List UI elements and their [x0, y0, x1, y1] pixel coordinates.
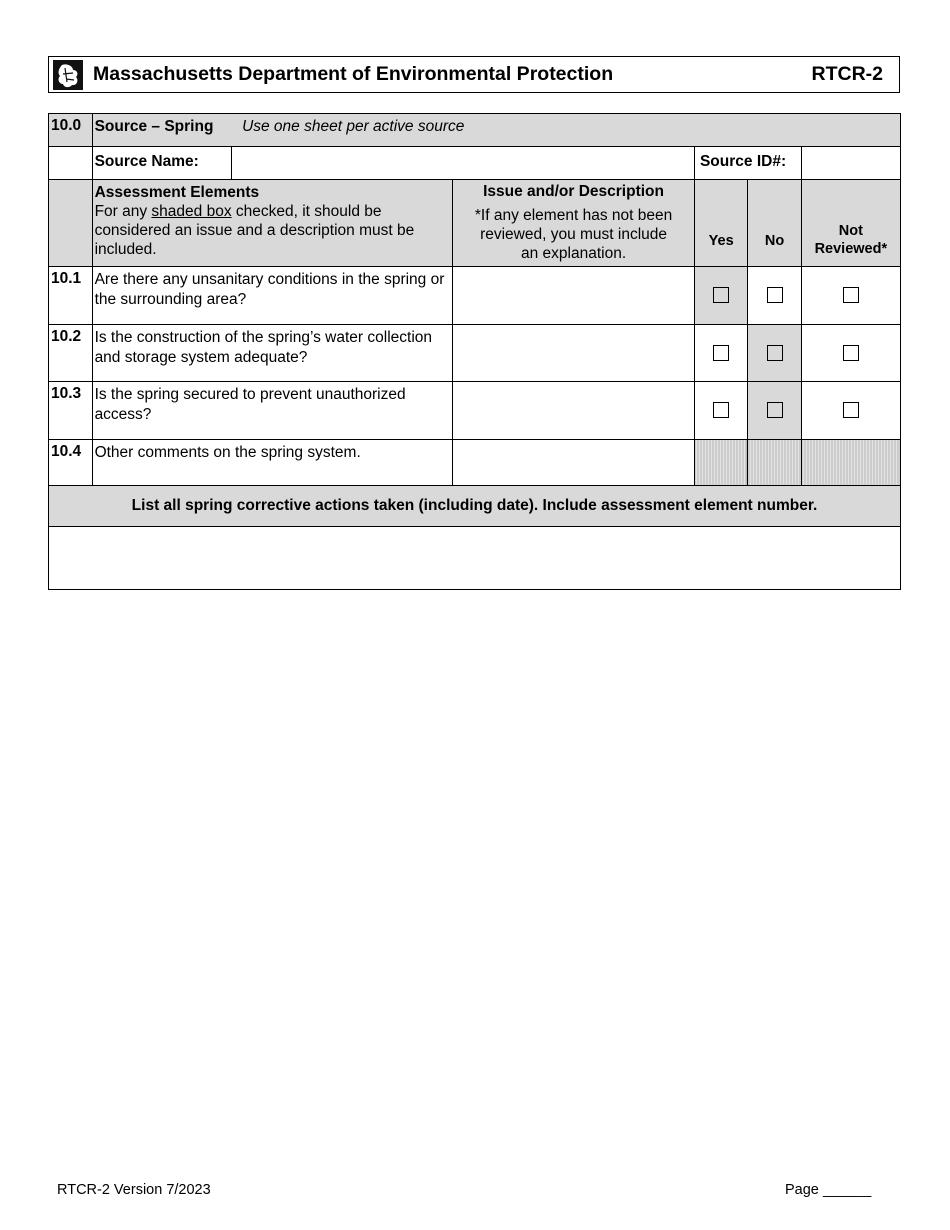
row-number: 10.3: [49, 382, 93, 440]
not-reviewed-checkbox[interactable]: [843, 345, 859, 361]
table-row: [49, 382, 901, 440]
yes-checkbox[interactable]: [713, 402, 729, 418]
no-cell: [748, 267, 801, 325]
table-row: [49, 267, 901, 325]
no-checkbox[interactable]: [767, 287, 783, 303]
source-name-label: Source Name:: [92, 147, 231, 180]
corrective-actions-row: [49, 527, 901, 590]
yes-checkbox[interactable]: [713, 287, 729, 303]
source-row: [49, 147, 901, 180]
issue-description-input[interactable]: [453, 325, 695, 382]
yes-cell: [694, 382, 747, 440]
assessment-elements-title: Assessment Elements: [94, 184, 260, 201]
elements-note: For any: [94, 203, 152, 220]
section-title-cell: [92, 114, 900, 147]
not-reviewed-cell: [801, 325, 900, 382]
row-question: Is the spring secured to prevent unauthorized access?: [92, 382, 453, 440]
not-reviewed-checkbox[interactable]: [843, 287, 859, 303]
disabled-cell: [748, 440, 801, 486]
section-number: 10.0: [49, 114, 93, 147]
not-reviewed-checkbox[interactable]: [843, 402, 859, 418]
version-footer: RTCR-2 Version 7/2023: [57, 1182, 211, 1198]
issue-note: *If any element has not been reviewed, you must include an explanation.: [474, 207, 673, 262]
issue-title: Issue and/or Description: [483, 183, 664, 200]
corrective-actions-header-row: [49, 486, 901, 527]
disabled-cell: [801, 440, 900, 486]
form-header: [48, 56, 900, 93]
yes-cell: [694, 267, 747, 325]
source-id-label: Source ID#:: [694, 147, 801, 180]
issue-description-header: [453, 180, 695, 267]
disabled-cell: [694, 440, 747, 486]
not-reviewed-column-header: Not Reviewed*: [801, 180, 900, 267]
yes-cell: [694, 325, 747, 382]
column-header-row: [49, 180, 901, 267]
row-question: Is the construction of the spring’s water collection and storage system adequate?: [92, 325, 453, 382]
issue-description-input[interactable]: [453, 382, 695, 440]
issue-description-input[interactable]: [453, 267, 695, 325]
corrective-actions-input[interactable]: [49, 527, 901, 590]
spring-assessment-table: [48, 113, 901, 590]
elements-note-rest: checked, it should be considered an issue and a description must be included.: [94, 203, 415, 258]
blank-cell: [49, 147, 93, 180]
form-code: RTCR-2: [811, 63, 883, 85]
not-reviewed-cell: [801, 382, 900, 440]
row-number: 10.2: [49, 325, 93, 382]
not-reviewed-cell: [801, 267, 900, 325]
blank-cell: [49, 180, 93, 267]
no-checkbox[interactable]: [767, 402, 783, 418]
section-instruction: Use one sheet per active source: [242, 118, 465, 135]
shaded-box-note: shaded box: [151, 203, 232, 220]
massdep-logo-icon: [53, 60, 83, 90]
row-number: 10.4: [49, 440, 93, 486]
no-column-header: No: [748, 180, 801, 267]
no-checkbox[interactable]: [767, 345, 783, 361]
corrective-actions-label: List all spring corrective actions taken (including date). Include assessment element number.: [49, 486, 901, 527]
yes-column-header: Yes: [694, 180, 747, 267]
source-id-input[interactable]: [801, 147, 900, 180]
section-header-row: [49, 114, 901, 147]
row-question: Other comments on the spring system.: [92, 440, 453, 486]
no-cell: [748, 382, 801, 440]
source-name-input[interactable]: [232, 147, 695, 180]
assessment-elements-header: [92, 180, 453, 267]
yes-checkbox[interactable]: [713, 345, 729, 361]
page-footer: Page ______: [785, 1182, 872, 1198]
table-row: [49, 325, 901, 382]
no-cell: [748, 325, 801, 382]
section-title: Source – Spring: [94, 118, 214, 135]
issue-description-input[interactable]: [453, 440, 695, 486]
row-number: 10.1: [49, 267, 93, 325]
table-row: [49, 440, 901, 486]
row-question: Are there any unsanitary conditions in the spring or the surrounding area?: [92, 267, 453, 325]
agency-title: Massachusetts Department of Environmental Protection: [93, 63, 614, 85]
